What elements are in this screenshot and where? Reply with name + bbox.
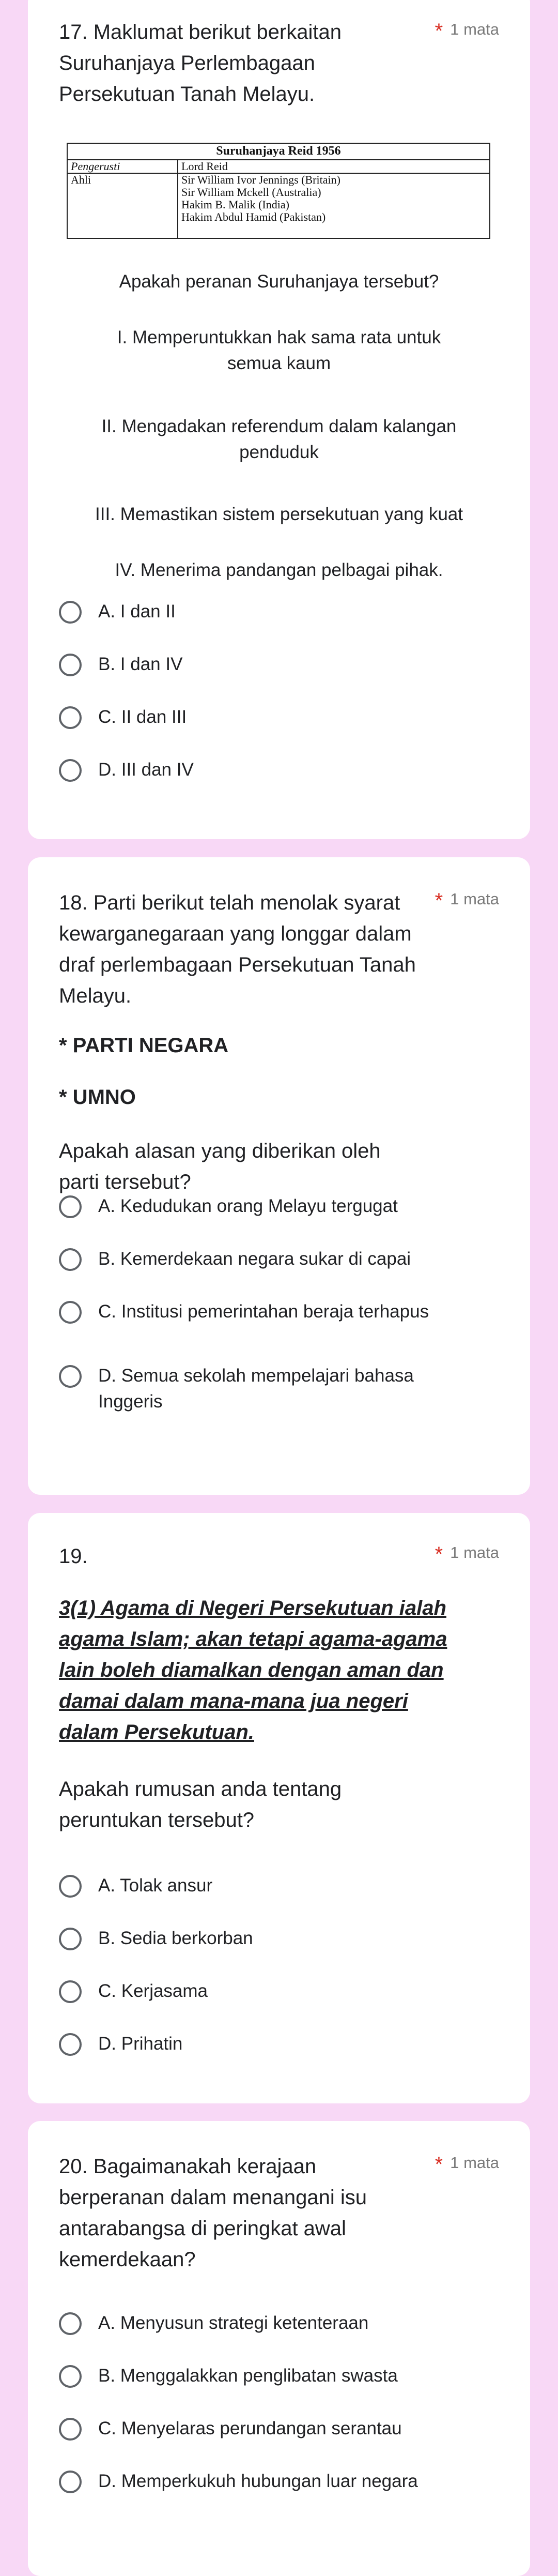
option-c[interactable] [59, 1301, 491, 1325]
required-asterisk-icon: * [435, 1543, 443, 1566]
required-points: * 1 mata [435, 20, 499, 42]
question-prompt: Apakah alasan yang diberikan oleh parti tersebut? [59, 1140, 381, 1193]
option-a[interactable] [59, 1195, 491, 1219]
option-label: A. I dan II [98, 601, 176, 622]
constitution-quote: 3(1) Agama di Negeri Persekutuan ialah agama Islam; akan tetapi agama-agama lain boleh diamalkan dengan aman dan damai dalam mana-mana jua negeri dalam Persekutuan. [59, 1597, 447, 1744]
table-name-cell: Lord Reid [178, 160, 490, 173]
question-title: 20. Bagaimanakah kerajaan berperanan dalam menangani isu antarabangsa di peringkat awal kemerdekaan? [59, 2155, 367, 2271]
question-card-18 [28, 857, 530, 1495]
option-label: A. Kedudukan orang Melayu tergugat [98, 1196, 398, 1216]
radio-button[interactable] [59, 2033, 82, 2056]
party-item: * PARTI NEGARA [59, 1034, 229, 1057]
radio-button[interactable] [59, 1301, 82, 1324]
question-title: 18. Parti berikut telah menolak syarat kewarganegaraan yang longgar dalam draf perlembagaan Persekutuan Tanah Melayu. [59, 891, 416, 1007]
statement-1: I. Memperuntukkan hak sama rata untuk semua kaum [117, 327, 441, 373]
question-header [59, 887, 499, 1011]
question-card-19 [28, 1513, 530, 2103]
radio-button[interactable] [59, 1195, 82, 1218]
statement-2: II. Mengadakan referendum dalam kalangan penduduk [101, 416, 457, 462]
radio-button[interactable] [59, 759, 82, 782]
radio-button[interactable] [59, 2312, 82, 2335]
question-header [59, 17, 499, 110]
question-prompt: Apakah rumusan anda tentang peruntukan tersebut? [59, 1778, 342, 1831]
question-title: 19. [59, 1545, 88, 1568]
option-label: C. Kerjasama [98, 1981, 208, 2001]
option-d[interactable] [59, 2471, 491, 2494]
option-label: A. Menyusun strategi ketenteraan [98, 2313, 369, 2333]
party-item: * UMNO [59, 1086, 136, 1109]
question-header [59, 1541, 499, 1572]
option-label: B. Sedia berkorban [98, 1928, 253, 1948]
radio-button[interactable] [59, 654, 82, 676]
required-points: * 1 mata [435, 2153, 499, 2176]
option-b[interactable] [59, 1248, 491, 1272]
option-b[interactable] [59, 654, 491, 677]
statement-3: III. Memastikan sistem persekutuan yang kuat [95, 504, 463, 524]
option-label: C. Menyelaras perundangan serantau [98, 2418, 402, 2438]
option-label: B. Menggalakkan penglibatan swasta [98, 2366, 398, 2386]
statement-4: IV. Menerima pandangan pelbagai pihak. [115, 560, 443, 580]
option-label: C. II dan III [98, 707, 187, 727]
radio-button[interactable] [59, 1248, 82, 1271]
radio-button[interactable] [59, 601, 82, 624]
required-asterisk-icon: * [435, 20, 443, 42]
question-card-20 [28, 2121, 530, 2576]
option-d[interactable] [59, 759, 491, 783]
question-card-17 [28, 0, 530, 839]
reid-commission-table [67, 143, 490, 239]
option-label: D. III dan IV [98, 760, 194, 780]
option-label: B. Kemerdekaan negara sukar di capai [98, 1249, 411, 1269]
table-role-cell: Ahli [67, 173, 178, 238]
question-prompt: Apakah peranan Suruhanjaya tersebut? [119, 271, 439, 292]
option-c[interactable] [59, 2418, 491, 2442]
option-label: B. I dan IV [98, 654, 183, 674]
option-label: D. Prihatin [98, 2034, 183, 2054]
radio-button[interactable] [59, 1980, 82, 2003]
required-points: * 1 mata [435, 1543, 499, 1566]
radio-button[interactable] [59, 2365, 82, 2388]
question-title: 17. Maklumat berikut berkaitan Suruhanjaya Perlembagaan Persekutuan Tanah Melayu. [59, 21, 342, 105]
required-asterisk-icon: * [435, 889, 443, 912]
option-d[interactable] [59, 1365, 470, 1415]
option-b[interactable] [59, 2365, 491, 2389]
option-label: D. Memperkukuh hubungan luar negara [98, 2471, 418, 2491]
question-header [59, 2151, 499, 2275]
option-label: C. Institusi pemerintahan beraja terhapus [98, 1301, 429, 1322]
option-b[interactable] [59, 1928, 491, 1951]
option-a[interactable] [59, 601, 491, 625]
table-heading: Suruhanjaya Reid 1956 [67, 143, 490, 160]
option-a[interactable] [59, 1875, 491, 1899]
option-d[interactable] [59, 2033, 491, 2057]
radio-button[interactable] [59, 2471, 82, 2493]
table-role-cell: Pengerusti [67, 160, 178, 173]
radio-button[interactable] [59, 2418, 82, 2441]
option-label: D. Semua sekolah mempelajari bahasa Inggeris [98, 1366, 414, 1412]
option-c[interactable] [59, 1980, 491, 2004]
radio-button[interactable] [59, 1875, 82, 1898]
radio-button[interactable] [59, 1928, 82, 1950]
required-asterisk-icon: * [435, 2153, 443, 2176]
radio-button[interactable] [59, 706, 82, 729]
option-a[interactable] [59, 2312, 491, 2336]
table-names-cell: Sir William Ivor Jennings (Britain) Sir William Mckell (Australia) Hakim B. Malik (India) Hakim Abdul Hamid (Pakistan) [178, 173, 490, 238]
radio-button[interactable] [59, 1365, 82, 1388]
required-points: * 1 mata [435, 889, 499, 912]
option-c[interactable] [59, 706, 491, 730]
option-label: A. Tolak ansur [98, 1875, 213, 1896]
